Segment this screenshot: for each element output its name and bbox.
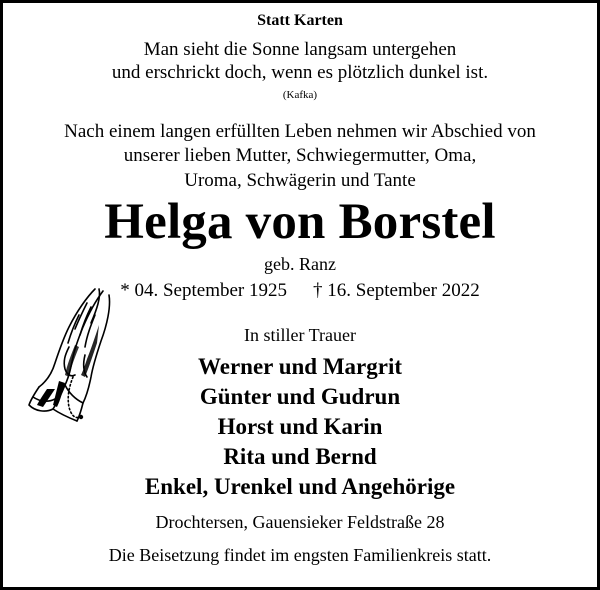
quote-author: (Kafka) <box>282 89 318 101</box>
death-date: † 16. September 2022 <box>313 280 480 301</box>
maiden-name: geb. Ranz <box>264 254 336 274</box>
quote-line-1: Man sieht die Sonne langsam untergehen <box>143 39 457 60</box>
funeral-note: Die Beisetzung findet im engsten Familienkreis statt. <box>108 545 492 565</box>
mourner-name: Horst und Karin <box>217 414 383 439</box>
family-address: Drochtersen, Gauensieker Feldstraße 28 <box>155 512 445 532</box>
quote-line-2: und erschrickt doch, wenn es plötzlich dunkel ist. <box>111 62 489 83</box>
deceased-name: Helga von Borstel <box>104 194 496 250</box>
mourning-intro: In stiller Trauer <box>244 325 356 345</box>
intro-line-3: Uroma, Schwägerin und Tante <box>184 170 416 191</box>
header-label: Statt Karten <box>257 12 343 29</box>
mourner-name: Günter und Gudrun <box>199 384 401 409</box>
mourner-name: Werner und Margrit <box>198 354 402 379</box>
intro-line-1: Nach einem langen erfüllten Leben nehmen wir Abschied von <box>64 121 536 142</box>
birth-date: * 04. September 1925 <box>120 280 287 301</box>
mourner-name: Rita und Bernd <box>223 444 377 469</box>
mourner-name: Enkel, Urenkel und Angehörige <box>144 474 456 499</box>
intro-line-2: unserer lieben Mutter, Schwiegermutter, Oma, <box>123 145 477 166</box>
